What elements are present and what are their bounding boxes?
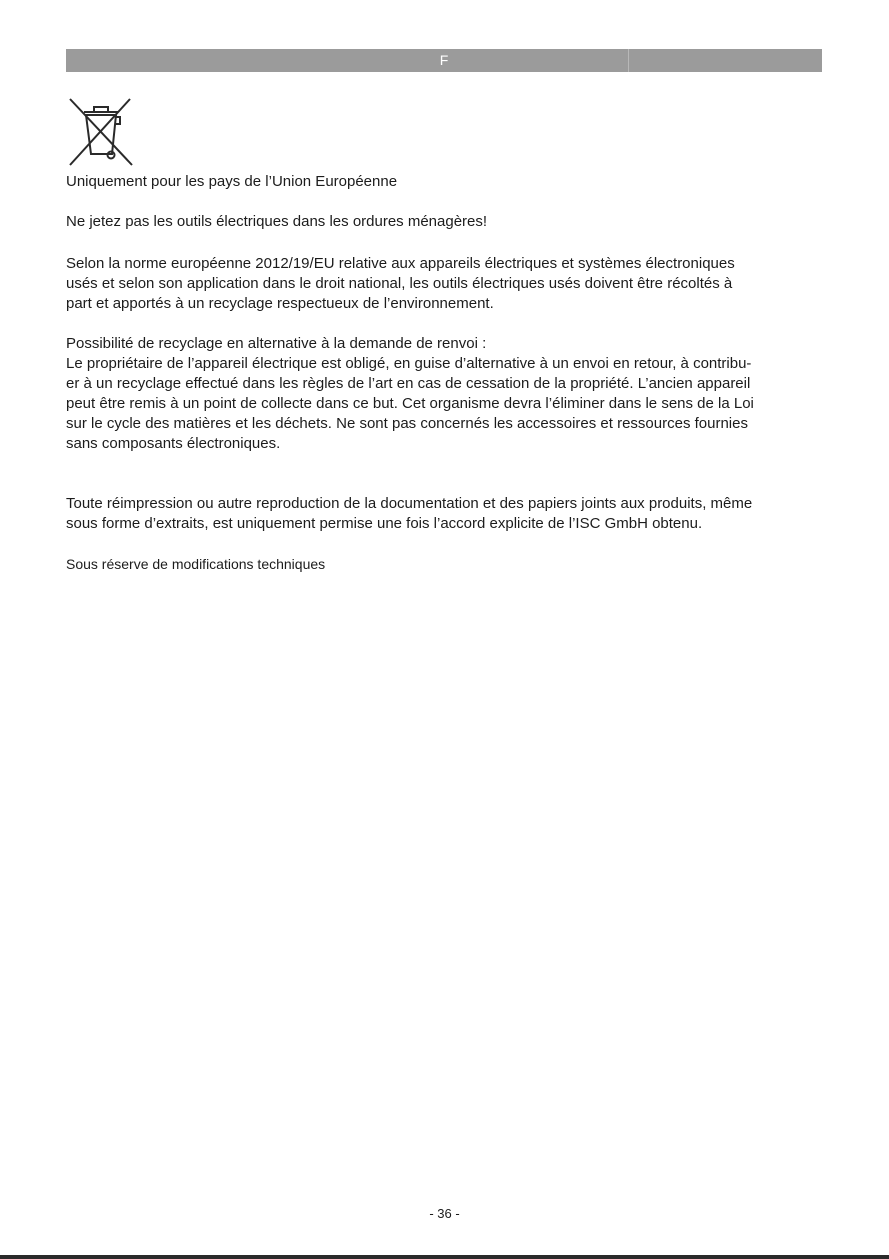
header-divider — [628, 49, 629, 72]
directive-paragraph: Selon la norme européenne 2012/19/EU relative aux appareils électriques et systèmes électroniques usés et selon son application dans le droit national, les outils électriques usés doivent être récoltés à part et apportés à un recyclage respectueux de l’environnement. — [66, 255, 735, 312]
language-code: F — [439, 52, 449, 68]
document-body — [66, 172, 826, 574]
no-household-paragraph: Ne jetez pas les outils électriques dans les ordures ménagères! — [66, 213, 488, 230]
reprint-paragraph: Toute réimpression ou autre reproduction de la documentation et des papiers joints aux produits, même sous forme d’extraits, est uniquement permise une fois l’accord explicite de l’ISC GmbH obtenu. — [66, 495, 753, 532]
eu-only-paragraph: Uniquement pour les pays de l’Union Européenne — [66, 173, 398, 190]
crossed-out-wheeled-bin-icon — [66, 97, 134, 167]
technical-changes-note: Sous réserve de modifications techniques — [66, 556, 326, 572]
bottom-rule — [0, 1255, 889, 1259]
page-number: - 36 - — [429, 1206, 460, 1221]
language-header-bar — [66, 49, 822, 72]
recycling-paragraph: Possibilité de recyclage en alternative à la demande de renvoi : Le propriétaire de l’appareil électrique est obligé, en guise d’alternative à un envoi en retour, à contribu- er à un recyclage effectué dans les règles de l’art en cas de cessation de la propriété. L’ancien appareil peut être remis à un point de collecte dans ce but. Cet organisme devra l’éliminer dans le sens de la Loi sur le cycle des matières et les déchets. Ne sont pas concernés les accessoires et ressources fournies sans composants électroniques. — [66, 335, 754, 452]
